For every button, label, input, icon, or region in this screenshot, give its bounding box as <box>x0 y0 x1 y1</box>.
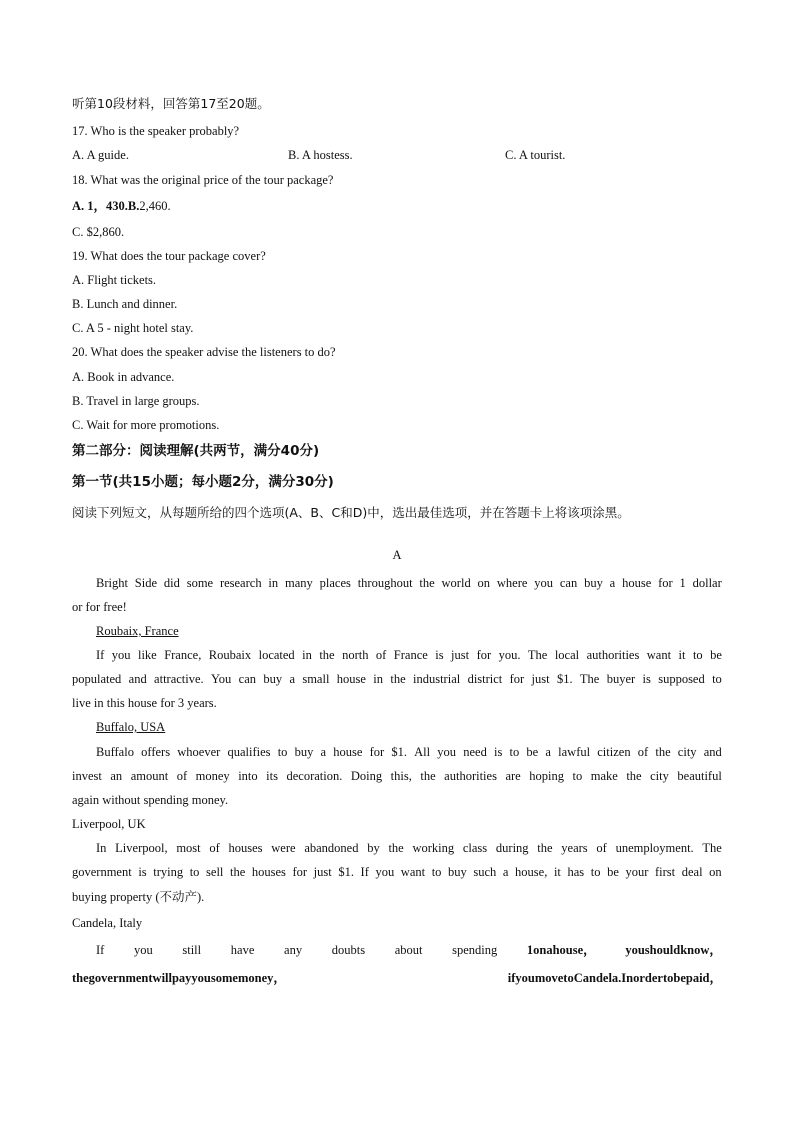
word: a <box>545 745 551 759</box>
word: to <box>692 648 703 662</box>
word: district <box>467 672 503 686</box>
word: want <box>400 865 426 879</box>
word: buy <box>448 865 467 879</box>
word: the <box>388 841 404 855</box>
option-a: A. Flight tickets. <box>72 273 157 287</box>
word: into <box>238 769 258 783</box>
word: for <box>509 672 525 686</box>
word: did <box>163 576 180 590</box>
word: buy <box>294 745 314 759</box>
word: ifyoumovetoCandela.Inordertobepaid， <box>507 971 722 985</box>
word: north <box>342 648 369 662</box>
word: your <box>625 865 649 879</box>
word: invest <box>72 769 102 783</box>
word: unemployment. <box>615 841 694 855</box>
question-stem: 19. What does the tour package cover? <box>72 249 266 263</box>
word: If <box>96 943 105 957</box>
word: to <box>277 745 288 759</box>
word: the <box>419 576 435 590</box>
paragraph-line <box>96 840 722 856</box>
word: Side <box>134 576 158 590</box>
word: money <box>195 769 230 783</box>
word: the <box>537 841 553 855</box>
section-title-roubaix: Roubaix, France <box>96 624 179 638</box>
word: France <box>393 648 428 662</box>
word: you <box>534 576 554 590</box>
word: make <box>590 769 618 783</box>
word: be <box>607 865 619 879</box>
word: houses <box>251 865 286 879</box>
word: thegovernmentwillpayyousomemoney， <box>72 971 286 985</box>
word: of <box>375 648 387 662</box>
paragraph-line: or for free! <box>72 600 127 614</box>
word: The <box>702 841 722 855</box>
word: to <box>431 865 442 879</box>
word: research <box>219 576 262 590</box>
word: the <box>655 745 671 759</box>
word: you <box>437 745 457 759</box>
word: In <box>96 841 107 855</box>
question-stem: 17. Who is the speaker probably? <box>72 124 240 138</box>
option-b: B. Lunch and dinner. <box>72 297 178 311</box>
word: in <box>302 648 312 662</box>
word: authorities <box>586 648 640 662</box>
option-a: A. Book in advance. <box>72 370 175 384</box>
word: an <box>110 769 123 783</box>
word: you <box>133 943 153 957</box>
word: qualifies <box>227 745 271 759</box>
word: working <box>412 841 455 855</box>
word: need <box>463 745 487 759</box>
paragraph-line <box>72 768 722 784</box>
word: France, <box>164 648 202 662</box>
word: government <box>72 865 132 879</box>
word: Doing <box>350 769 383 783</box>
option-c: C. $2,860. <box>72 225 125 239</box>
word: and <box>703 745 722 759</box>
word: beautiful <box>677 769 722 783</box>
options-row <box>72 147 722 163</box>
word: dollar <box>692 576 722 590</box>
word: world <box>441 576 471 590</box>
paragraph-line: buying property (不动产). <box>72 890 205 904</box>
word: about <box>394 943 423 957</box>
word: house, <box>515 865 548 879</box>
word: for <box>476 648 492 662</box>
word: The <box>527 648 548 662</box>
word: want <box>646 648 672 662</box>
word: some <box>186 576 214 590</box>
word: you <box>111 648 131 662</box>
word: You <box>211 672 232 686</box>
option-a: A. A guide. <box>72 148 129 162</box>
word: a <box>289 672 295 686</box>
word: you <box>375 865 395 879</box>
word: be <box>710 648 722 662</box>
word: it <box>553 865 561 879</box>
reading-instructions: 阅读下列短文，从每题所给的四个选项(A、B、C和D)中，选出最佳选项，并在答题卡上将该项涂黑。 <box>72 505 630 520</box>
word: many <box>285 576 313 590</box>
word: Buffalo <box>96 745 134 759</box>
word: abandoned <box>304 841 359 855</box>
word: on <box>477 576 491 590</box>
word: If <box>360 865 369 879</box>
word: just <box>531 672 550 686</box>
options-ab <box>72 198 171 214</box>
word: to <box>509 745 520 759</box>
word: the <box>390 672 406 686</box>
word: years <box>561 841 588 855</box>
word: house <box>622 576 652 590</box>
word: is <box>435 648 444 662</box>
word: industrial <box>413 672 461 686</box>
word: local <box>554 648 580 662</box>
word: authorities <box>444 769 497 783</box>
word: supposed <box>658 672 705 686</box>
word: Bright <box>96 576 128 590</box>
word: of <box>209 841 220 855</box>
word: like <box>137 648 157 662</box>
word: for <box>292 865 308 879</box>
word: buy <box>584 576 603 590</box>
word: can <box>559 576 578 590</box>
word: throughout <box>357 576 413 590</box>
word: its <box>266 769 278 783</box>
paragraph-line <box>96 744 722 760</box>
word: 1 <box>679 576 686 590</box>
word: $1. <box>391 745 407 759</box>
word: were <box>271 841 296 855</box>
paragraph-line <box>96 575 722 591</box>
word: hoping <box>529 769 564 783</box>
paragraph-line <box>96 942 722 958</box>
paragraph-line: live in this house for 3 years. <box>72 696 217 710</box>
word: be <box>526 745 539 759</box>
word: such <box>473 865 497 879</box>
word: whoever <box>177 745 221 759</box>
word: small <box>302 672 330 686</box>
word: to <box>590 865 601 879</box>
word: to <box>712 672 722 686</box>
word: sell <box>206 865 224 879</box>
word: has <box>567 865 585 879</box>
word: first <box>655 865 676 879</box>
word: If <box>96 648 105 662</box>
word: buy <box>263 672 283 686</box>
word: offers <box>141 745 171 759</box>
word: Roubaix <box>208 648 252 662</box>
word: the <box>626 769 642 783</box>
word: city <box>677 745 697 759</box>
word: city <box>650 769 669 783</box>
part-two-heading: 第二部分：阅读理解(共两节，满分40分) <box>72 443 320 459</box>
word: this, <box>390 769 412 783</box>
word: can <box>238 672 256 686</box>
word: you. <box>498 648 521 662</box>
word: for <box>658 576 673 590</box>
paragraph-line <box>96 647 722 663</box>
word: for <box>369 745 385 759</box>
word: on <box>709 865 722 879</box>
section-one-heading: 第一节(共15小题；每小题2分，满分30分) <box>72 474 334 490</box>
word: located <box>258 648 295 662</box>
paragraph-line <box>72 864 722 880</box>
word: a <box>502 865 509 879</box>
word: and <box>128 672 147 686</box>
listening-instructions: 听第10段材料，回答第17至20题。 <box>72 96 270 111</box>
word: Liverpool, <box>115 841 168 855</box>
word: $1. <box>338 865 354 879</box>
paragraph-line <box>72 671 722 687</box>
word: attractive. <box>154 672 204 686</box>
word: doubts <box>331 943 366 957</box>
word: in <box>268 576 279 590</box>
word: have <box>230 943 255 957</box>
section-title-liverpool: Liverpool, UK <box>72 817 146 831</box>
option-ab-bold: A. 1，430.B. <box>72 199 140 213</box>
word: a <box>320 745 327 759</box>
word: decoration. <box>286 769 343 783</box>
word: it <box>678 648 686 662</box>
word: trying <box>153 865 184 879</box>
word: The <box>579 672 600 686</box>
option-b-value: 2,460. <box>139 199 171 213</box>
paragraph-line <box>72 970 722 986</box>
word: populated <box>72 672 122 686</box>
word: is <box>642 672 651 686</box>
word: of <box>176 769 188 783</box>
word: of <box>637 745 649 759</box>
word: houses <box>228 841 263 855</box>
word: any <box>284 943 303 957</box>
word: the <box>229 865 246 879</box>
word: deal <box>681 865 703 879</box>
option-c: C. A tourist. <box>505 148 566 162</box>
word: spending <box>452 943 498 957</box>
option-b: B. A hostess. <box>288 148 353 162</box>
word: just <box>451 648 470 662</box>
word: to <box>189 865 200 879</box>
word: lawful <box>558 745 591 759</box>
word: a <box>609 576 616 590</box>
word: still <box>182 943 202 957</box>
word: the <box>319 648 335 662</box>
word: by <box>367 841 380 855</box>
word: during <box>495 841 529 855</box>
word: youshouldknow， <box>625 943 722 957</box>
word: just <box>313 865 332 879</box>
option-c: C. Wait for more promotions. <box>72 418 220 432</box>
question-stem: 20. What does the speaker advise the listeners to do? <box>72 345 336 359</box>
word: house <box>336 672 366 686</box>
word: are <box>505 769 521 783</box>
word: buyer <box>606 672 636 686</box>
word: citizen <box>597 745 631 759</box>
word: All <box>414 745 431 759</box>
option-b: B. Travel in large groups. <box>72 394 200 408</box>
word: places <box>319 576 351 590</box>
section-title-candela: Candela, Italy <box>72 916 143 930</box>
word: the <box>420 769 436 783</box>
option-c: C. A 5 - night hotel stay. <box>72 321 194 335</box>
word: is <box>138 865 147 879</box>
paragraph-line: again without spending money. <box>72 793 229 807</box>
word: of <box>596 841 607 855</box>
word: is <box>494 745 503 759</box>
question-stem: 18. What was the original price of the tour package? <box>72 173 334 187</box>
word: $1. <box>556 672 573 686</box>
section-title-buffalo: Buffalo, USA <box>96 720 166 734</box>
passage-label: A <box>392 548 402 562</box>
word: where <box>496 576 528 590</box>
word: amount <box>130 769 169 783</box>
word: to <box>572 769 583 783</box>
word: most <box>176 841 201 855</box>
word: house <box>333 745 363 759</box>
word: class <box>462 841 488 855</box>
word: in <box>373 672 384 686</box>
word: 1onahouse， <box>526 943 596 957</box>
